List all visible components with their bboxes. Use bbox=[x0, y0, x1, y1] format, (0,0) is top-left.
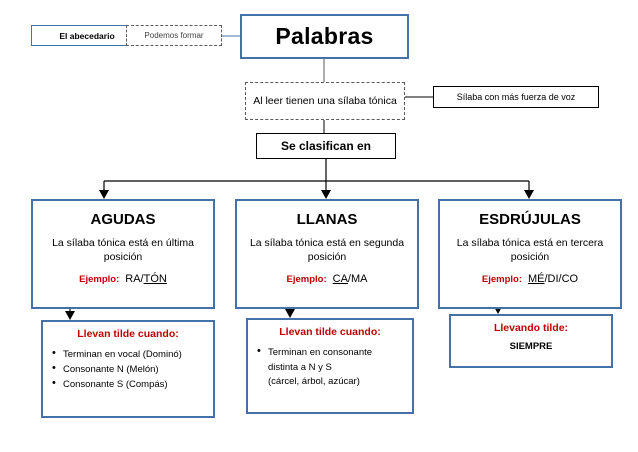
category-title-esdrujulas: ESDRÚJULAS bbox=[479, 211, 581, 228]
list-item: • Consonante S (Compás) bbox=[51, 377, 205, 392]
node-category-agudas bbox=[31, 199, 215, 309]
example-label-agudas: Ejemplo: bbox=[79, 274, 120, 285]
category-example-esdrujulas bbox=[482, 273, 578, 285]
silaba-fuerza-label: Sílaba con más fuerza de voz bbox=[456, 92, 576, 102]
abecedario-label: El abecedario bbox=[59, 30, 115, 41]
node-rule-llanas bbox=[246, 318, 414, 414]
list-item: • Terminan en consonante distinta a N y S bbox=[256, 345, 404, 375]
example-label-esdrujulas: Ejemplo: bbox=[481, 274, 522, 285]
rule-sub-llanas: (cárcel, árbol, azúcar) bbox=[268, 376, 360, 387]
node-al-leer-silaba-tonica bbox=[245, 82, 405, 120]
node-se-clasifican-en bbox=[256, 133, 396, 159]
example-pre-agudas: RA/ bbox=[125, 273, 144, 285]
category-example-agudas bbox=[79, 273, 167, 285]
rule-list-llanas bbox=[256, 345, 404, 375]
podemos-formar-label: Podemos formar bbox=[144, 31, 204, 40]
example-post-esdrujulas: /DI/CO bbox=[544, 273, 579, 285]
rule-title-esdrujulas: Llevando tilde: bbox=[493, 322, 569, 334]
rule-list-agudas bbox=[51, 347, 205, 392]
example-stress-agudas: TÓN bbox=[143, 273, 167, 285]
node-rule-esdrujulas bbox=[449, 314, 613, 368]
list-item: • Consonante N (Melón) bbox=[51, 362, 205, 377]
example-stress-llanas: CA bbox=[332, 273, 348, 285]
example-value-agudas bbox=[125, 273, 167, 285]
category-desc-agudas: La sílaba tónica está en última posición bbox=[52, 237, 194, 263]
page-title: Palabras bbox=[275, 23, 374, 49]
category-example-llanas bbox=[287, 273, 368, 285]
category-desc-llanas: La sílaba tónica está en segunda posición bbox=[249, 237, 405, 263]
example-post-llanas: /MA bbox=[347, 273, 368, 285]
node-category-esdrujulas bbox=[438, 199, 622, 309]
example-stress-esdrujulas: MÉ bbox=[528, 273, 545, 285]
node-silaba-mas-fuerza bbox=[433, 86, 599, 108]
rule-title-llanas: Llevan tilde cuando: bbox=[279, 326, 381, 338]
node-rule-agudas bbox=[41, 320, 215, 418]
node-category-llanas bbox=[235, 199, 419, 309]
category-title-agudas: AGUDAS bbox=[90, 211, 156, 228]
rule-title-agudas: Llevan tilde cuando: bbox=[77, 328, 179, 340]
category-desc-esdrujulas: La sílaba tónica está en tercera posición bbox=[456, 237, 604, 263]
al-leer-label: Al leer tienen una sílaba tónica bbox=[253, 94, 397, 107]
rule-always-esdrujulas: SIEMPRE bbox=[509, 341, 553, 352]
example-label-llanas: Ejemplo: bbox=[286, 274, 327, 285]
list-item: • Terminan en vocal (Dominó) bbox=[51, 347, 205, 362]
se-clasifican-label: Se clasifican en bbox=[280, 139, 372, 153]
example-value-esdrujulas bbox=[528, 273, 578, 285]
node-palabras bbox=[240, 14, 409, 59]
category-title-llanas: LLANAS bbox=[296, 211, 358, 228]
example-value-llanas bbox=[333, 273, 368, 285]
node-podemos-formar bbox=[126, 25, 222, 46]
